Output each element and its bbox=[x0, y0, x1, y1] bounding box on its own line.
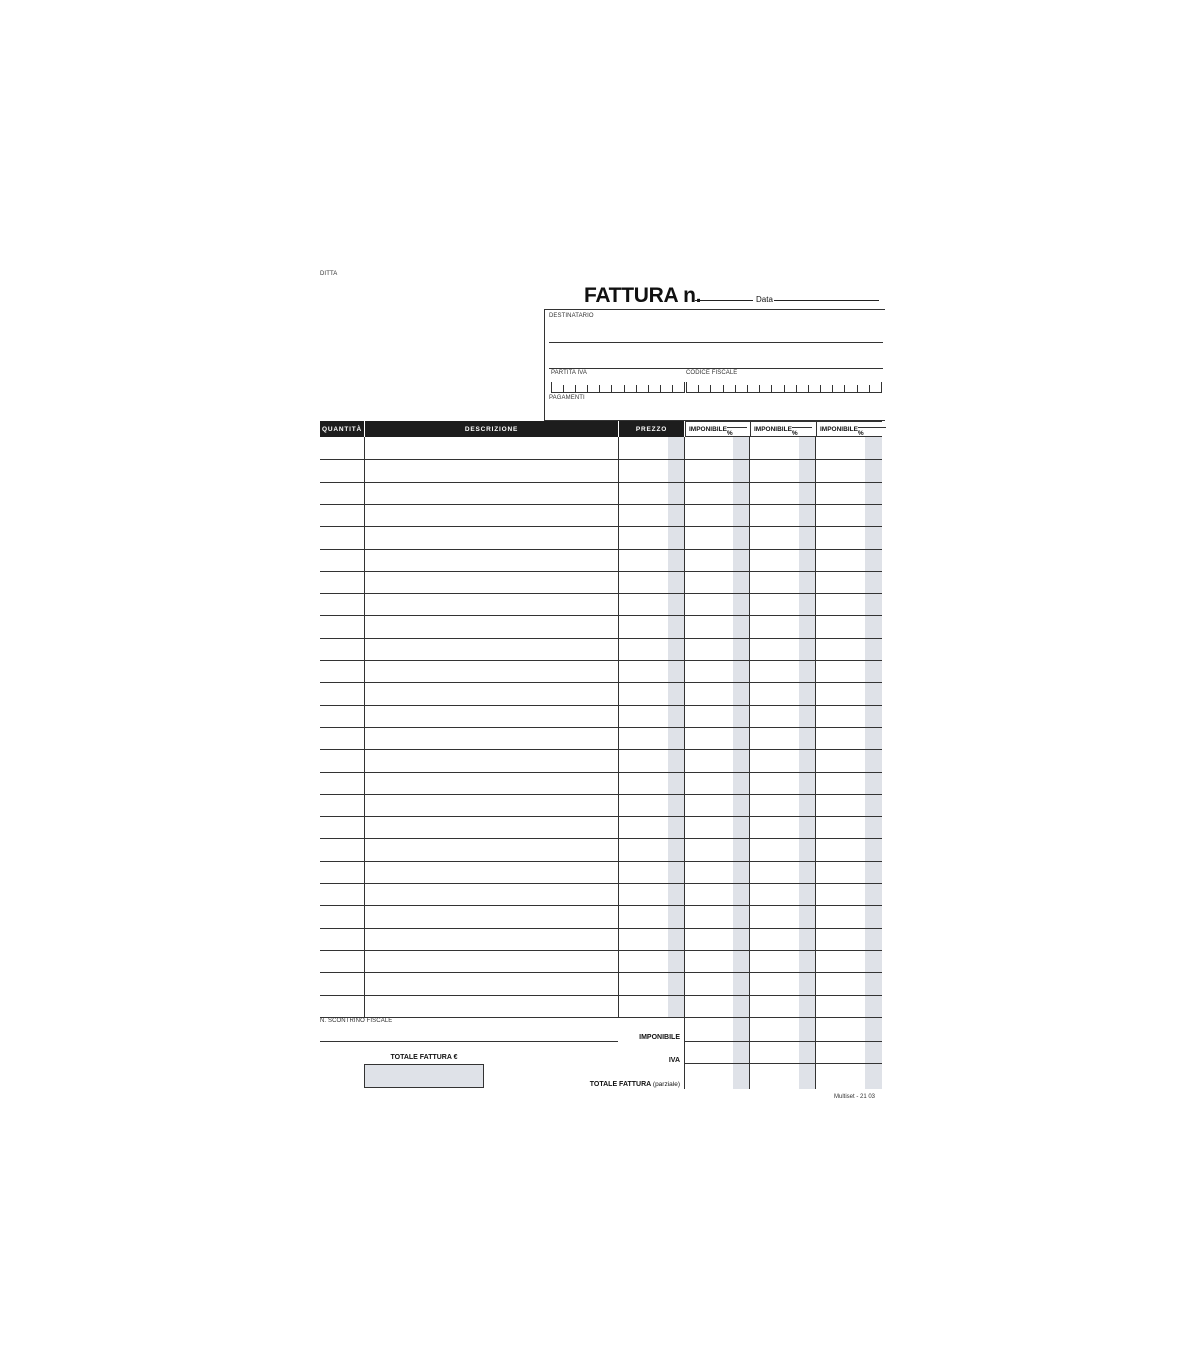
destinatario-line-1[interactable] bbox=[549, 342, 883, 343]
percent-2: % bbox=[791, 430, 798, 437]
percent-1: % bbox=[726, 430, 733, 437]
table-row[interactable] bbox=[320, 816, 882, 817]
header-imponibile-3 bbox=[816, 421, 882, 437]
tick-mark bbox=[672, 385, 673, 392]
vat-rate-1-field[interactable] bbox=[727, 421, 747, 428]
tick-mark bbox=[686, 382, 687, 392]
table-row[interactable] bbox=[320, 638, 882, 639]
table-row[interactable] bbox=[320, 459, 882, 460]
tick-mark bbox=[759, 385, 760, 392]
footer-imponibile-label: IMPONIBILE bbox=[639, 1034, 680, 1041]
summary-row[interactable] bbox=[684, 1063, 882, 1064]
header-imponibile-2-label: IMPONIBILE bbox=[754, 425, 792, 433]
tick-mark bbox=[624, 385, 625, 392]
invoice-title: FATTURA n. bbox=[584, 284, 702, 307]
table-row[interactable] bbox=[320, 615, 882, 616]
table-row[interactable] bbox=[320, 705, 882, 706]
totale-fattura-label: TOTALE FATTURA € bbox=[390, 1054, 458, 1061]
imponibile-1-shade bbox=[733, 437, 749, 1089]
scontrino-label: N. SCONTRINO FISCALE bbox=[320, 1018, 393, 1024]
table-row[interactable] bbox=[320, 928, 882, 929]
footer-totale-parziale-label: TOTALE FATTURA bbox=[589, 1081, 651, 1088]
tick-mark bbox=[551, 382, 552, 392]
table-row[interactable] bbox=[320, 883, 882, 884]
table-row[interactable] bbox=[320, 593, 882, 594]
table-header bbox=[320, 421, 882, 437]
header-imponibile-2 bbox=[750, 421, 816, 437]
col-divider-imponibile-1 bbox=[749, 437, 750, 1089]
table-row[interactable] bbox=[320, 1017, 882, 1018]
tick-mark bbox=[575, 385, 576, 392]
footer-totale-parziale bbox=[560, 1081, 680, 1088]
date-field[interactable] bbox=[774, 300, 879, 301]
table-row[interactable] bbox=[320, 861, 882, 862]
tick-mark bbox=[784, 385, 785, 392]
header-imponibile-1 bbox=[685, 421, 750, 437]
line-items-grid bbox=[320, 437, 882, 1089]
table-row[interactable] bbox=[320, 950, 882, 951]
publisher-code: Multiset - 21 03 bbox=[834, 1094, 876, 1100]
table-row[interactable] bbox=[320, 549, 882, 550]
destinatario-label: DESTINATARIO bbox=[549, 313, 594, 319]
partita-iva-field[interactable] bbox=[551, 384, 685, 393]
header-prezzo: PREZZO bbox=[619, 421, 684, 437]
footer-iva-label: IVA bbox=[668, 1057, 680, 1064]
imponibile-3-shade bbox=[865, 437, 882, 1089]
table-row[interactable] bbox=[320, 838, 882, 839]
header-imponibile-1-label: IMPONIBILE bbox=[689, 425, 727, 433]
table-row[interactable] bbox=[320, 772, 882, 773]
table-row[interactable] bbox=[320, 660, 882, 661]
header-quantita: QUANTITÀ bbox=[320, 421, 364, 437]
tick-mark bbox=[563, 385, 564, 392]
table-row[interactable] bbox=[320, 749, 882, 750]
tick-mark bbox=[710, 385, 711, 392]
tick-mark bbox=[698, 385, 699, 392]
tick-mark bbox=[648, 385, 649, 392]
table-row[interactable] bbox=[320, 794, 882, 795]
percent-3: % bbox=[857, 430, 864, 437]
table-row[interactable] bbox=[320, 682, 882, 683]
tick-mark bbox=[684, 382, 685, 392]
table-row[interactable] bbox=[320, 526, 882, 527]
tick-mark bbox=[808, 385, 809, 392]
ditta-label: DITTA bbox=[320, 271, 338, 277]
table-row[interactable] bbox=[320, 995, 882, 996]
table-row[interactable] bbox=[320, 972, 882, 973]
destinatario-line-2[interactable] bbox=[549, 368, 883, 369]
table-row[interactable] bbox=[320, 482, 882, 483]
tick-mark bbox=[857, 385, 858, 392]
table-row[interactable] bbox=[320, 727, 882, 728]
header-imponibile-3-label: IMPONIBILE bbox=[820, 425, 858, 433]
header-descrizione: DESCRIZIONE bbox=[365, 421, 618, 437]
summary-row[interactable] bbox=[684, 1041, 882, 1042]
tick-mark bbox=[771, 385, 772, 392]
tick-mark bbox=[869, 385, 870, 392]
tick-mark bbox=[796, 385, 797, 392]
imponibile-2-shade bbox=[799, 437, 815, 1089]
table-row[interactable] bbox=[320, 905, 882, 906]
codice-fiscale-label: CODICE FISCALE bbox=[686, 370, 738, 376]
tick-mark bbox=[611, 385, 612, 392]
tick-mark bbox=[599, 385, 600, 392]
col-divider-prezzo bbox=[684, 437, 685, 1089]
tick-mark bbox=[881, 382, 882, 392]
scontrino-field[interactable] bbox=[320, 1041, 618, 1042]
partita-iva-label: PARTITA IVA bbox=[551, 370, 587, 376]
tick-mark bbox=[735, 385, 736, 392]
table-row[interactable] bbox=[320, 571, 882, 572]
vat-rate-3-field[interactable] bbox=[858, 421, 886, 428]
tick-mark bbox=[747, 385, 748, 392]
recipient-box bbox=[544, 309, 885, 421]
tick-mark bbox=[832, 385, 833, 392]
tick-mark bbox=[660, 385, 661, 392]
table-row[interactable] bbox=[320, 504, 882, 505]
col-divider-imponibile-2 bbox=[815, 437, 816, 1089]
tick-mark bbox=[636, 385, 637, 392]
date-label: Data bbox=[756, 295, 773, 304]
codice-fiscale-field[interactable] bbox=[686, 384, 882, 393]
totale-fattura-field[interactable] bbox=[364, 1064, 484, 1088]
vat-rate-2-field[interactable] bbox=[792, 421, 812, 428]
invoice-number-field[interactable] bbox=[695, 300, 753, 301]
pagamenti-label: PAGAMENTI bbox=[549, 395, 585, 401]
tick-mark bbox=[587, 385, 588, 392]
footer-parziale-note: (parziale) bbox=[652, 1081, 680, 1088]
tick-mark bbox=[723, 385, 724, 392]
tick-mark bbox=[820, 385, 821, 392]
tick-mark bbox=[844, 385, 845, 392]
